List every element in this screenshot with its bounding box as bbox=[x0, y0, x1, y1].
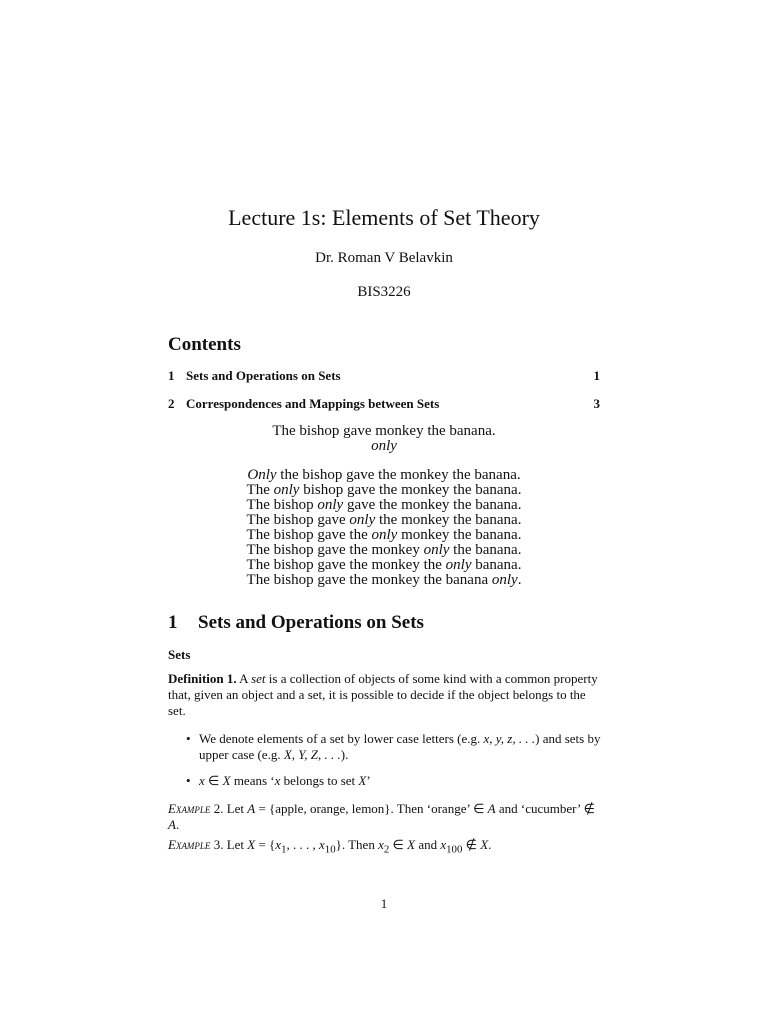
example-label: Example bbox=[168, 801, 211, 816]
bullet-icon: • bbox=[186, 773, 191, 788]
subsection-heading: Sets bbox=[168, 647, 191, 662]
example-line: The bishop only gave the monkey the banana. bbox=[246, 497, 522, 513]
example-label: Example bbox=[168, 837, 211, 852]
example-3-paragraph: Example 3. Let $X = \{x_1$, . . . , $x_{10}$}. Then $x_2$ ∈ X and $x_{100}$ ∉ X. bbox=[168, 837, 492, 856]
author-name: Dr. Roman V Belavkin bbox=[315, 250, 453, 266]
example-base-sentence: The bishop gave monkey the banana. bbox=[272, 423, 496, 439]
example-line: The bishop gave the monkey the banana only. bbox=[246, 572, 522, 588]
section-heading bbox=[168, 612, 424, 634]
example-line: Only the bishop gave the monkey the banana. bbox=[247, 467, 521, 483]
contents-heading: Contents bbox=[168, 334, 241, 355]
list-item: • x ∈ X means ‘x belongs to set X’ bbox=[186, 773, 371, 788]
definition-paragraph: Definition 1. A set is a collection of objects of some kind with a common property that, given an object and a set, it is possible to decide if the object belongs to the set. bbox=[168, 671, 598, 718]
example-inserted-word: only bbox=[371, 438, 397, 454]
course-code: BIS3226 bbox=[357, 284, 411, 300]
definition-label: Definition 1. bbox=[168, 671, 237, 686]
section-number: 1 bbox=[168, 612, 178, 633]
toc-entry-number: 1 bbox=[168, 368, 175, 383]
toc-entry-page: 3 bbox=[593, 396, 600, 411]
example-line: The bishop gave only the monkey the banana. bbox=[246, 512, 522, 528]
example-line: The bishop gave the monkey only the banana. bbox=[246, 542, 522, 558]
defined-term: set bbox=[251, 671, 266, 686]
bullet-icon: • bbox=[186, 731, 191, 746]
example-line: The only bishop gave the monkey the banana. bbox=[246, 482, 522, 498]
toc-entry[interactable] bbox=[168, 368, 600, 384]
page-number: 1 bbox=[380, 896, 388, 911]
example-2-paragraph: Example 2. Let A = {apple, orange, lemon}. Then ‘orange’ ∈ A and ‘cucumber’ ∉ A. bbox=[168, 801, 595, 832]
section-title: Sets and Operations on Sets bbox=[198, 612, 424, 633]
toc-entry-page: 1 bbox=[593, 368, 600, 383]
example-line: The bishop gave the monkey the only banana. bbox=[246, 557, 522, 573]
toc-entry[interactable] bbox=[168, 396, 600, 412]
toc-entry-label: Correspondences and Mappings between Sets bbox=[186, 396, 440, 411]
toc-entry-label: Sets and Operations on Sets bbox=[186, 368, 341, 383]
toc-entry-number: 2 bbox=[168, 396, 175, 411]
document-title: Lecture 1s: Elements of Set Theory bbox=[228, 205, 540, 230]
list-item: • We denote elements of a set by lower case letters (e.g. x, y, z, . . .) and sets by upper case (e.g. X, Y, Z, . . .). bbox=[186, 731, 601, 762]
example-line: The bishop gave the only monkey the banana. bbox=[246, 527, 522, 543]
